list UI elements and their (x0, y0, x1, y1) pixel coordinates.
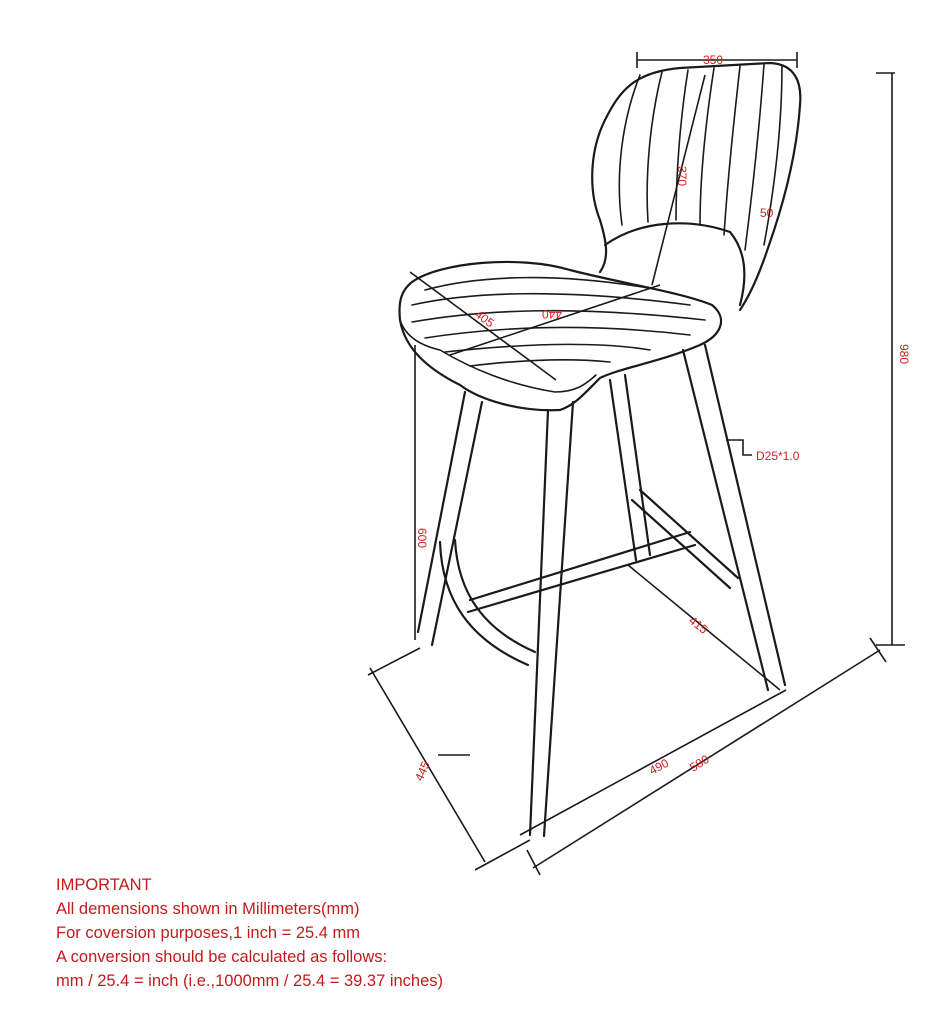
footrest (440, 490, 738, 665)
note-line-1: All demensions shown in Millimeters(mm) (56, 900, 360, 918)
backrest (592, 63, 800, 310)
legs (418, 345, 785, 836)
dim-seat-depth: 405 (472, 307, 497, 331)
important-note (56, 873, 656, 993)
dim-footrest-width: 415 (686, 613, 711, 637)
dim-back-height: 370 (675, 166, 689, 187)
dim-seat-width: 440 (541, 307, 562, 321)
note-line-4: mm / 25.4 = inch (i.e.,1000mm / 25.4 = 39.37 inches) (56, 972, 444, 990)
note-title: IMPORTANT (56, 876, 152, 894)
dim-front-span: 490 (646, 755, 672, 778)
dim-overall-width: 580 (687, 752, 712, 775)
dim-overall-height: 980 (897, 344, 911, 365)
dim-base-side: 445 (411, 759, 433, 784)
note-line-2: For coversion purposes,1 inch = 25.4 mm (56, 924, 361, 942)
seat (400, 262, 722, 410)
dim-back-width: 350 (703, 53, 724, 67)
dim-tube-spec: D25*1.0 (756, 449, 800, 463)
note-line-3: A conversion should be calculated as follows: (56, 948, 388, 966)
dim-back-thickness: 50 (760, 206, 774, 220)
dim-seat-height: 600 (415, 528, 429, 549)
